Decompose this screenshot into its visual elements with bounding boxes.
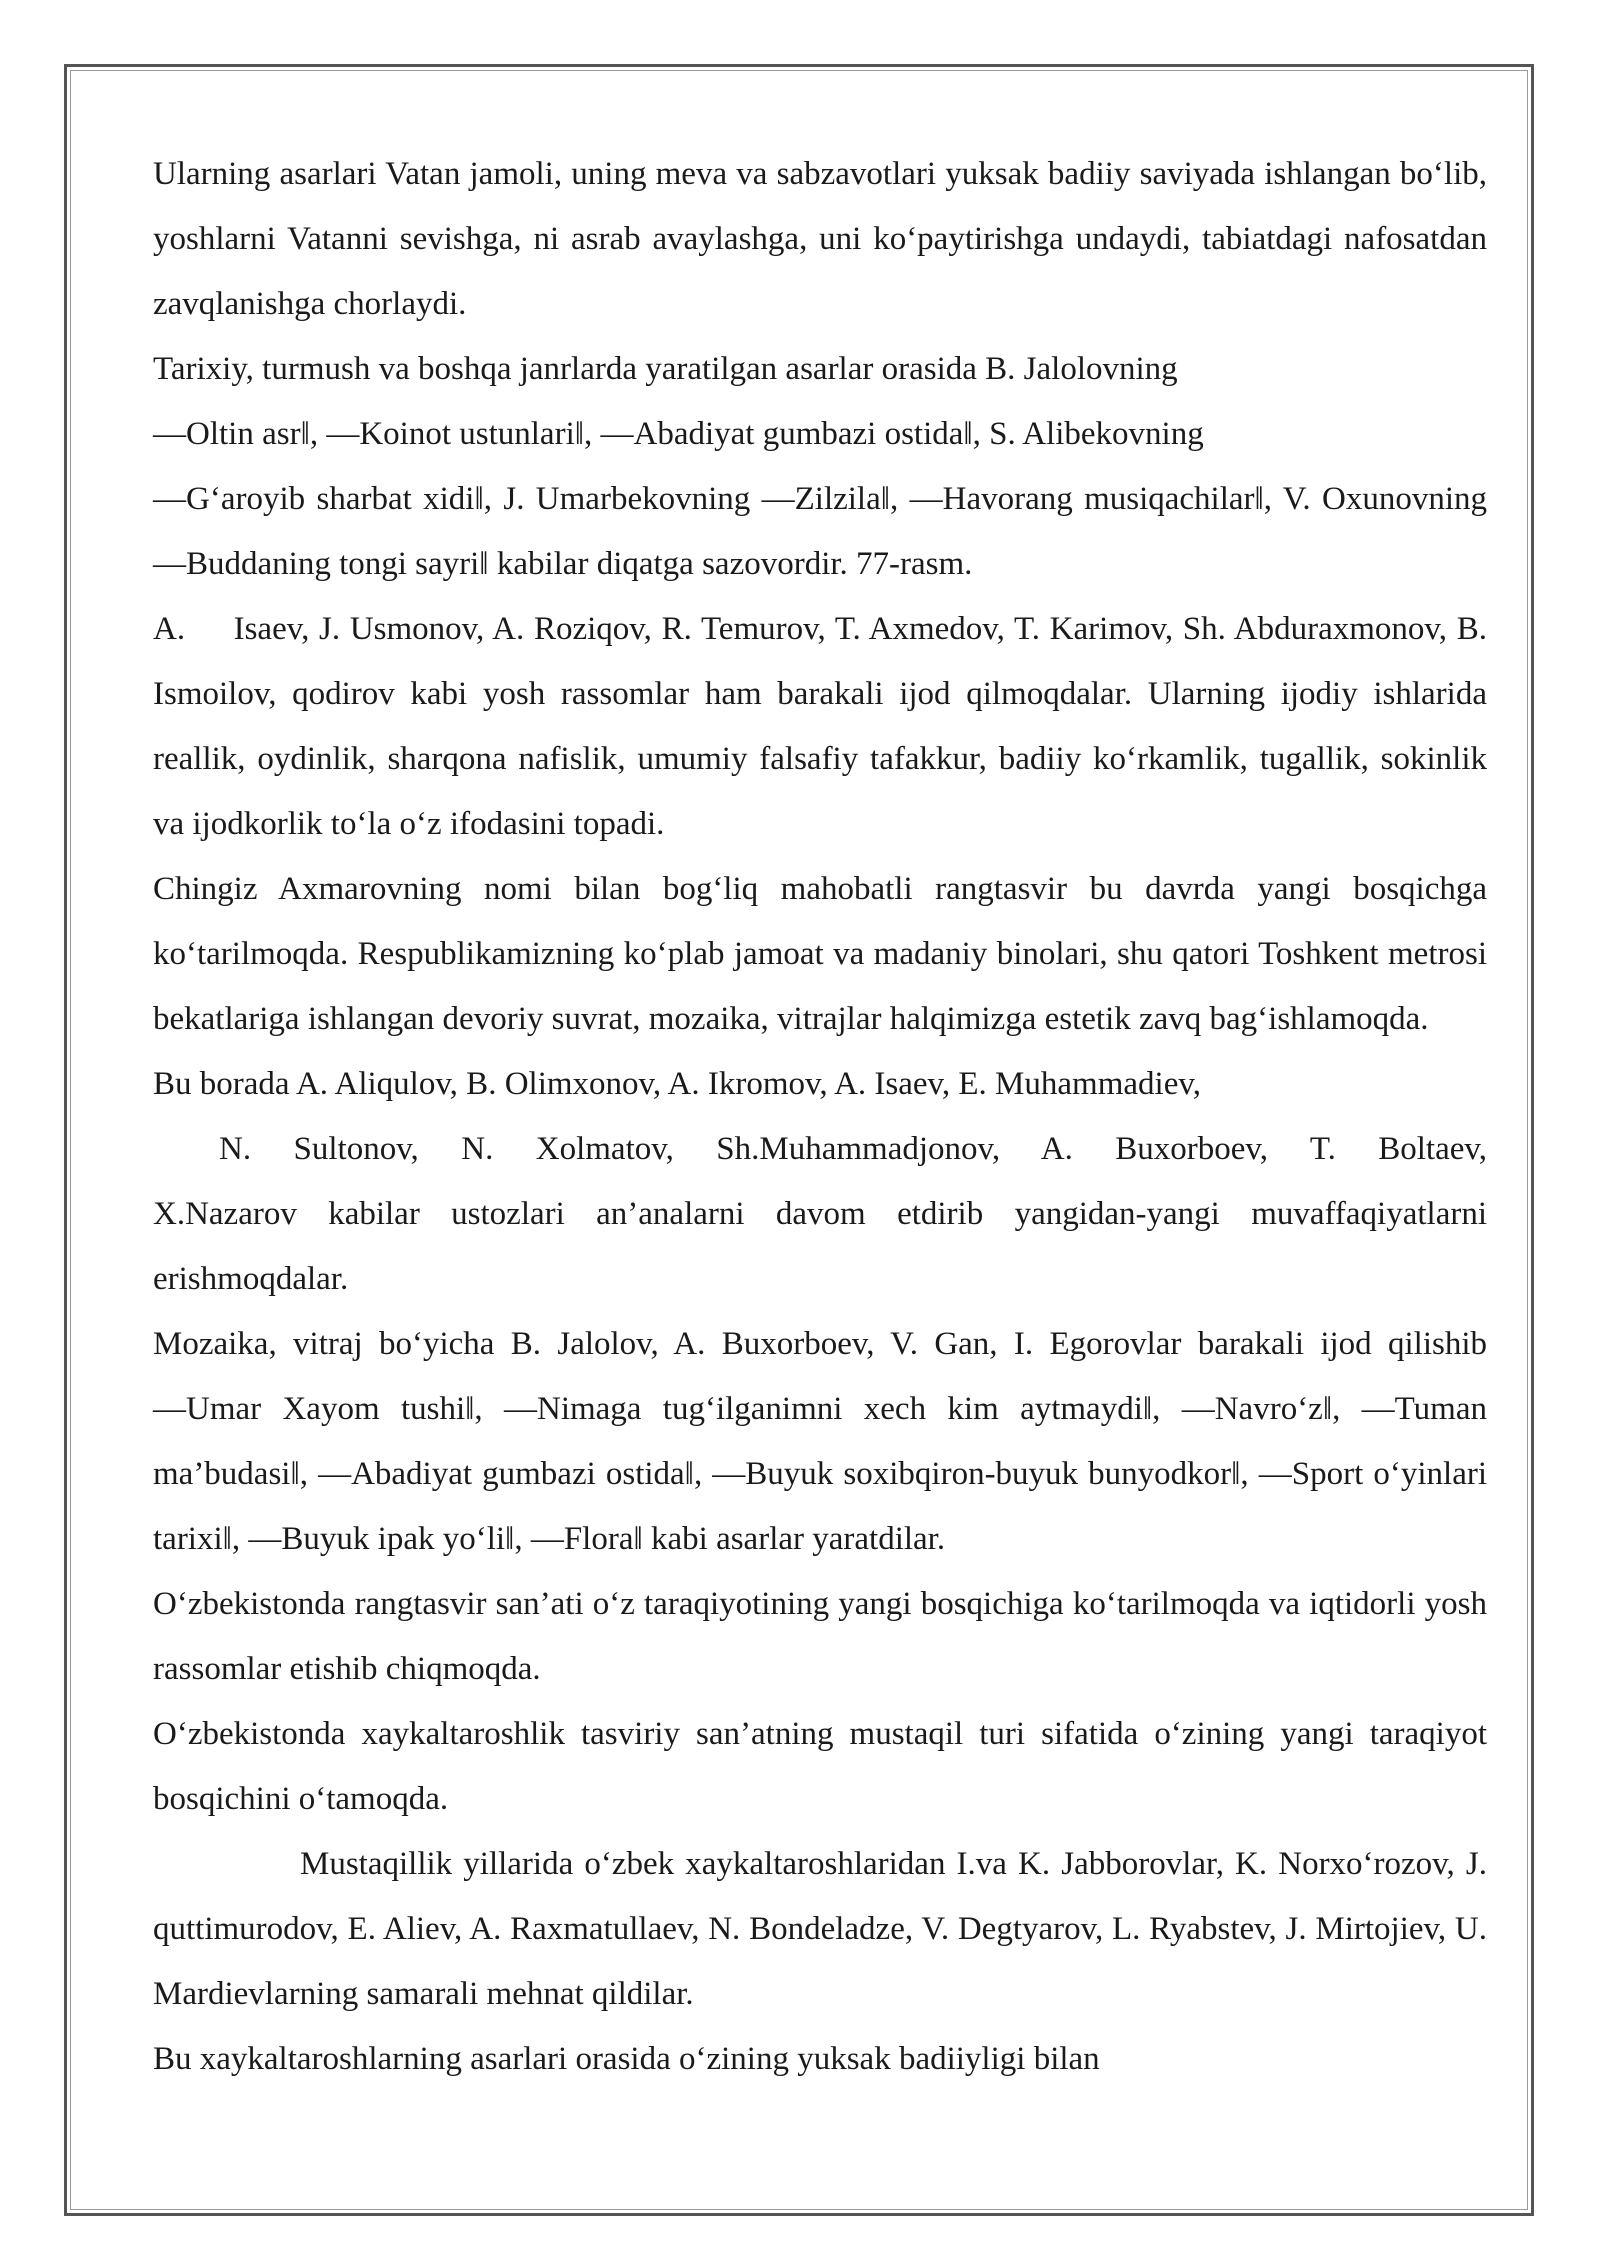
paragraph-4: ―Gʻaroyib sharbat xidi‖, J. Umarbekovning ―Zilzila‖, ―Havorang musiqachilar‖, V. Oxunovning ―Buddaning tongi sayri‖ kabilar diqatga sazovordir. 77-rasm.: [153, 481, 1487, 582]
paragraph-12: Oʻzbekistonda xaykaltaroshlik tasviriy san’atning mustaqil turi sifatida oʻzining yangi taraqiyot bosqichini oʻtamoqda.: [153, 1716, 1487, 1817]
paragraph-1: Ularning asarlari Vatan jamoli, uning meva va sabzavotlari yuksak badiiy saviyada ishlangan boʻlib, yoshlarni Vatanni sevishga, ni asrab avaylashga, uni koʻpaytirishga undaydi, tabiatdagi nafosatdan zavqlanishga chorlaydi.: [153, 156, 1487, 322]
paragraph-3: ―Oltin asr‖, ―Koinot ustunlari‖, ―Abadiyat gumbazi ostida‖, S. Alibekovning: [153, 416, 1204, 452]
document-body: [153, 142, 1496, 2092]
paragraph-10: Mozaika, vitraj boʻyicha B. Jalolov, A. Buxorboev, V. Gan, I. Egorovlar barakali ijod qilishib ―Umar Xayom tushi‖, ―Nimaga tugʻilganimni xech kim aytmaydi‖, ―Navroʻz‖, ―Tuman ma’budasi‖, ―Abadiyat gumbazi ostida‖, ―Buyuk soxibqiron-buyuk bunyodkor‖, ―Sport oʻyinlari tarixi‖, ―Buyuk ipak yoʻli‖, ―Flora‖ kabi asarlar yaratdilar.: [153, 1326, 1487, 1557]
paragraph-8: N. Sultonov, N. Xolmatov, Sh.Muhammadjonov, A. Buxorboev, T. Boltaev,: [219, 1131, 1487, 1167]
paragraph-6: Chingiz Axmarovning nomi bilan bogʻliq mahobatli rangtasvir bu davrda yangi bosqichga koʻtarilmoqda. Respublikamizning koʻplab jamoat va madaniy binolari, shu qatori Toshkent metrosi bekatlariga ishlangan devoriy suvrat, mozaika, vitrajlar halqimizga estetik zavq bagʻishlamoqda.: [153, 871, 1487, 1037]
paragraph-7: Bu borada A. Aliqulov, B. Olimxonov, A. Ikromov, A. Isaev, E. Muhammadiev,: [153, 1066, 1201, 1102]
paragraph-2: Tarixiy, turmush va boshqa janrlarda yaratilgan asarlar orasida B. Jalolovning: [153, 351, 1178, 387]
paragraph-14: Bu xaykaltaroshlarning asarlari orasida oʻzining yuksak badiiyligi bilan: [153, 2041, 1100, 2077]
paragraph-13: Mustaqillik yillarida oʻzbek xaykaltaroshlaridan I.va K. Jabborovlar, K. Norxoʻrozov, J. quttimurodov, E. Aliev, A. Raxmatullaev, N. Bondeladze, V. Degtyarov, L. Ryabstev, J. Mirtojiev, U. Mardievlarning samarali mehnat qildilar.: [153, 1846, 1487, 2012]
paragraph-11: Oʻzbekistonda rangtasvir san’ati oʻz taraqiyotining yangi bosqichiga koʻtarilmoqda va iqtidorli yosh rassomlar etishib chiqmoqda.: [153, 1586, 1487, 1687]
paragraph-9: X.Nazarov kabilar ustozlari an’analarni davom etdirib yangidan-yangi muvaffaqiyatlarni erishmoqdalar.: [153, 1196, 1487, 1297]
paragraph-5: A. Isaev, J. Usmonov, A. Roziqov, R. Temurov, T. Axmedov, T. Karimov, Sh. Abduraxmonov, B. Ismoilov, qodirov kabi yosh rassomlar ham barakali ijod qilmoqdalar. Ularning ijodiy ishlarida reallik, oydinlik, sharqona nafislik, umumiy falsafiy tafakkur, badiiy koʻrkamlik, tugallik, sokinlik va ijodkorlik toʻla oʻz ifodasini topadi.: [153, 611, 1496, 842]
